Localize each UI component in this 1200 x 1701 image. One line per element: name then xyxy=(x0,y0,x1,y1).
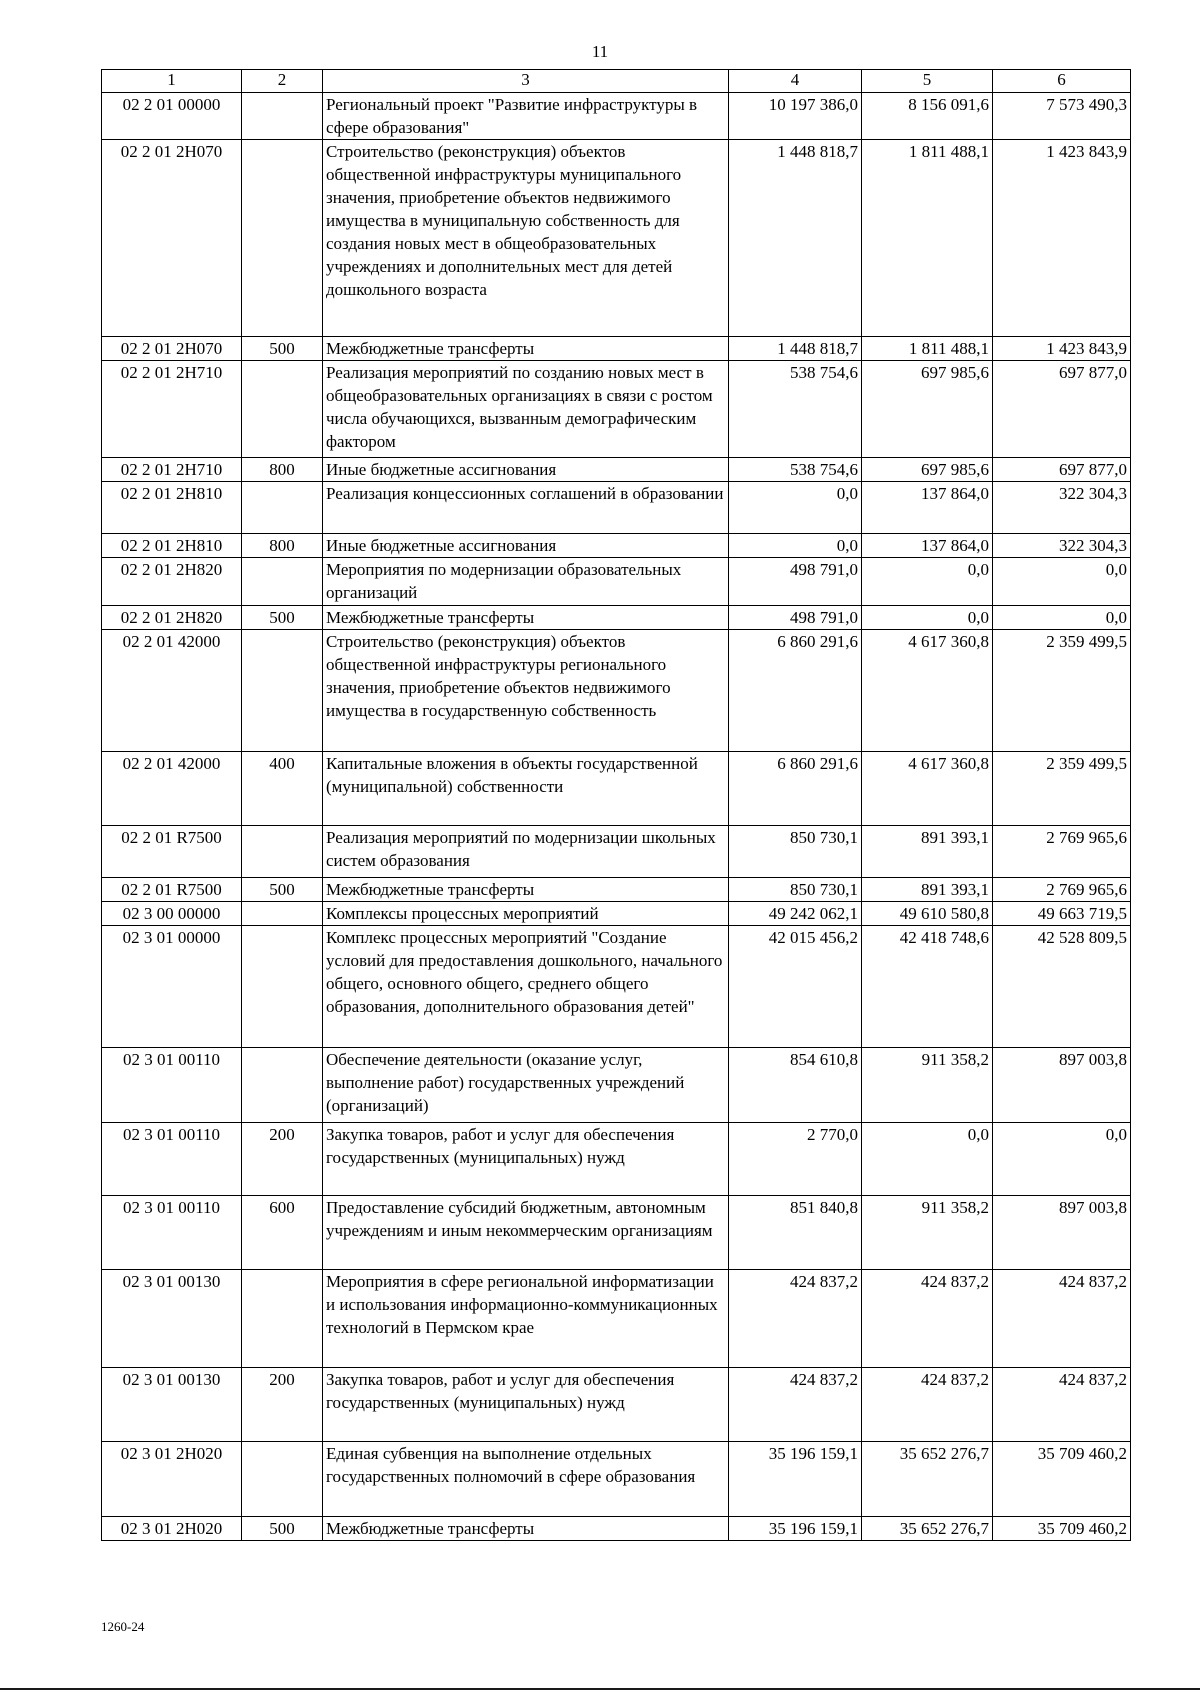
cell-amount-year-3: 7 573 490,3 xyxy=(993,93,1131,140)
cell-name: Мероприятия по модернизации образовательных организаций xyxy=(323,558,729,606)
table-row xyxy=(102,361,1131,458)
cell-amount-year-1: 498 791,0 xyxy=(729,558,862,606)
cell-name: Мероприятия в сфере региональной информатизации и использования информационно-коммуникационных технологий в Пермском крае xyxy=(323,1270,729,1368)
table-row xyxy=(102,93,1131,140)
cell-code: 02 2 01 42000 xyxy=(102,752,242,826)
cell-amount-year-2: 911 358,2 xyxy=(862,1048,993,1123)
cell-expense-type xyxy=(242,1048,323,1123)
cell-name: Единая субвенция на выполнение отдельных государственных полномочий в сфере образования xyxy=(323,1442,729,1517)
col-header-name: 3 xyxy=(323,70,729,93)
cell-amount-year-1: 851 840,8 xyxy=(729,1196,862,1270)
cell-expense-type: 500 xyxy=(242,606,323,630)
table-row xyxy=(102,878,1131,902)
cell-code: 02 2 01 2Н810 xyxy=(102,482,242,534)
cell-amount-year-2: 424 837,2 xyxy=(862,1368,993,1442)
cell-amount-year-2: 697 985,6 xyxy=(862,458,993,482)
cell-code: 02 3 01 00110 xyxy=(102,1123,242,1196)
cell-name: Капитальные вложения в объекты государственной (муниципальной) собственности xyxy=(323,752,729,826)
cell-amount-year-2: 1 811 488,1 xyxy=(862,140,993,337)
cell-name: Иные бюджетные ассигнования xyxy=(323,534,729,558)
cell-expense-type xyxy=(242,926,323,1048)
page-number: 11 xyxy=(591,42,609,61)
cell-amount-year-3: 0,0 xyxy=(993,1123,1131,1196)
cell-amount-year-1: 6 860 291,6 xyxy=(729,752,862,826)
cell-amount-year-1: 424 837,2 xyxy=(729,1368,862,1442)
cell-name: Строительство (реконструкция) объектов общественной инфраструктуры регионального значения, приобретение объектов недвижимого имущества в государственную собственность xyxy=(323,630,729,752)
cell-amount-year-2: 911 358,2 xyxy=(862,1196,993,1270)
table-row xyxy=(102,1442,1131,1517)
cell-expense-type xyxy=(242,482,323,534)
cell-amount-year-3: 424 837,2 xyxy=(993,1368,1131,1442)
cell-amount-year-1: 0,0 xyxy=(729,482,862,534)
cell-name: Комплекс процессных мероприятий "Создание условий для предоставления дошкольного, начального общего, основного общего, среднего общего образования, дополнительного образования детей" xyxy=(323,926,729,1048)
cell-expense-type: 200 xyxy=(242,1368,323,1442)
table-row xyxy=(102,534,1131,558)
cell-expense-type: 500 xyxy=(242,878,323,902)
cell-expense-type: 500 xyxy=(242,337,323,361)
table-row xyxy=(102,1368,1131,1442)
cell-amount-year-2: 891 393,1 xyxy=(862,878,993,902)
cell-amount-year-2: 49 610 580,8 xyxy=(862,902,993,926)
cell-amount-year-1: 1 448 818,7 xyxy=(729,337,862,361)
cell-amount-year-3: 897 003,8 xyxy=(993,1196,1131,1270)
cell-code: 02 2 01 2Н820 xyxy=(102,606,242,630)
cell-amount-year-2: 0,0 xyxy=(862,1123,993,1196)
cell-code: 02 2 01 42000 xyxy=(102,630,242,752)
cell-amount-year-1: 2 770,0 xyxy=(729,1123,862,1196)
cell-amount-year-3: 1 423 843,9 xyxy=(993,337,1131,361)
cell-code: 02 3 01 2Н020 xyxy=(102,1517,242,1541)
table-row xyxy=(102,140,1131,337)
cell-name: Реализация концессионных соглашений в образовании xyxy=(323,482,729,534)
cell-code: 02 3 01 00130 xyxy=(102,1368,242,1442)
table-row xyxy=(102,1196,1131,1270)
cell-expense-type: 200 xyxy=(242,1123,323,1196)
cell-amount-year-3: 322 304,3 xyxy=(993,534,1131,558)
cell-amount-year-1: 42 015 456,2 xyxy=(729,926,862,1048)
cell-amount-year-3: 42 528 809,5 xyxy=(993,926,1131,1048)
cell-amount-year-1: 854 610,8 xyxy=(729,1048,862,1123)
cell-amount-year-1: 35 196 159,1 xyxy=(729,1442,862,1517)
cell-code: 02 2 01 2Н810 xyxy=(102,534,242,558)
cell-name: Межбюджетные трансферты xyxy=(323,878,729,902)
cell-amount-year-2: 0,0 xyxy=(862,606,993,630)
cell-amount-year-3: 0,0 xyxy=(993,606,1131,630)
cell-amount-year-3: 697 877,0 xyxy=(993,458,1131,482)
cell-amount-year-1: 1 448 818,7 xyxy=(729,140,862,337)
cell-name: Межбюджетные трансферты xyxy=(323,606,729,630)
cell-code: 02 3 01 00110 xyxy=(102,1048,242,1123)
cell-expense-type xyxy=(242,902,323,926)
cell-amount-year-1: 850 730,1 xyxy=(729,878,862,902)
cell-code: 02 2 01 2Н710 xyxy=(102,458,242,482)
cell-expense-type: 800 xyxy=(242,534,323,558)
cell-amount-year-2: 1 811 488,1 xyxy=(862,337,993,361)
cell-code: 02 2 01 R7500 xyxy=(102,826,242,878)
cell-name: Иные бюджетные ассигнования xyxy=(323,458,729,482)
cell-amount-year-2: 4 617 360,8 xyxy=(862,630,993,752)
table-row xyxy=(102,558,1131,606)
cell-name: Строительство (реконструкция) объектов общественной инфраструктуры муниципального значения, приобретение объектов недвижимого имущества в муниципальную собственность для создания новых мест в общеобразовательных учреждениях и дополнительных мест для детей дошкольного возраста xyxy=(323,140,729,337)
table-row xyxy=(102,482,1131,534)
cell-amount-year-3: 322 304,3 xyxy=(993,482,1131,534)
cell-amount-year-1: 498 791,0 xyxy=(729,606,862,630)
cell-amount-year-2: 4 617 360,8 xyxy=(862,752,993,826)
col-header-year-1: 4 xyxy=(729,70,862,93)
cell-amount-year-3: 35 709 460,2 xyxy=(993,1442,1131,1517)
cell-name: Региональный проект "Развитие инфраструктуры в сфере образования" xyxy=(323,93,729,140)
col-header-year-3: 6 xyxy=(993,70,1131,93)
table-body xyxy=(102,93,1131,1541)
cell-amount-year-1: 49 242 062,1 xyxy=(729,902,862,926)
cell-amount-year-2: 8 156 091,6 xyxy=(862,93,993,140)
cell-code: 02 3 01 00130 xyxy=(102,1270,242,1368)
col-header-code: 1 xyxy=(102,70,242,93)
cell-expense-type: 400 xyxy=(242,752,323,826)
cell-amount-year-1: 10 197 386,0 xyxy=(729,93,862,140)
cell-code: 02 2 01 00000 xyxy=(102,93,242,140)
cell-code: 02 2 01 2Н710 xyxy=(102,361,242,458)
cell-amount-year-3: 697 877,0 xyxy=(993,361,1131,458)
cell-amount-year-1: 850 730,1 xyxy=(729,826,862,878)
budget-table xyxy=(101,69,1131,1541)
cell-name: Реализация мероприятий по модернизации школьных систем образования xyxy=(323,826,729,878)
cell-amount-year-3: 35 709 460,2 xyxy=(993,1517,1131,1541)
cell-name: Закупка товаров, работ и услуг для обеспечения государственных (муниципальных) нужд xyxy=(323,1368,729,1442)
table-row xyxy=(102,630,1131,752)
cell-expense-type xyxy=(242,1270,323,1368)
cell-code: 02 3 00 00000 xyxy=(102,902,242,926)
cell-amount-year-2: 42 418 748,6 xyxy=(862,926,993,1048)
cell-expense-type xyxy=(242,630,323,752)
cell-code: 02 2 01 R7500 xyxy=(102,878,242,902)
table-row xyxy=(102,826,1131,878)
cell-amount-year-2: 697 985,6 xyxy=(862,361,993,458)
cell-amount-year-1: 0,0 xyxy=(729,534,862,558)
cell-amount-year-2: 137 864,0 xyxy=(862,534,993,558)
cell-amount-year-1: 538 754,6 xyxy=(729,458,862,482)
cell-expense-type: 800 xyxy=(242,458,323,482)
col-header-type: 2 xyxy=(242,70,323,93)
cell-expense-type xyxy=(242,361,323,458)
cell-amount-year-3: 2 359 499,5 xyxy=(993,630,1131,752)
cell-name: Реализация мероприятий по созданию новых мест в общеобразовательных организациях в связи с ростом числа обучающихся, вызванным демографическим фактором xyxy=(323,361,729,458)
table-row xyxy=(102,606,1131,630)
table-row xyxy=(102,902,1131,926)
cell-code: 02 2 01 2Н820 xyxy=(102,558,242,606)
cell-amount-year-3: 897 003,8 xyxy=(993,1048,1131,1123)
cell-amount-year-1: 538 754,6 xyxy=(729,361,862,458)
cell-amount-year-2: 137 864,0 xyxy=(862,482,993,534)
cell-expense-type: 500 xyxy=(242,1517,323,1541)
cell-amount-year-3: 2 769 965,6 xyxy=(993,826,1131,878)
cell-expense-type xyxy=(242,558,323,606)
page-edge-line xyxy=(0,1688,1200,1690)
header-row xyxy=(102,70,1131,93)
cell-amount-year-1: 424 837,2 xyxy=(729,1270,862,1368)
document-code: 1260-24 xyxy=(101,1619,145,1634)
table-row xyxy=(102,1270,1131,1368)
cell-amount-year-2: 35 652 276,7 xyxy=(862,1517,993,1541)
cell-expense-type xyxy=(242,140,323,337)
cell-amount-year-3: 0,0 xyxy=(993,558,1131,606)
cell-code: 02 3 01 00000 xyxy=(102,926,242,1048)
cell-amount-year-2: 424 837,2 xyxy=(862,1270,993,1368)
cell-amount-year-2: 891 393,1 xyxy=(862,826,993,878)
table-row xyxy=(102,1048,1131,1123)
cell-amount-year-3: 2 359 499,5 xyxy=(993,752,1131,826)
cell-code: 02 2 01 2Н070 xyxy=(102,337,242,361)
cell-amount-year-1: 6 860 291,6 xyxy=(729,630,862,752)
cell-name: Предоставление субсидий бюджетным, автономным учреждениям и иным некоммерческим организациям xyxy=(323,1196,729,1270)
cell-expense-type xyxy=(242,1442,323,1517)
cell-name: Межбюджетные трансферты xyxy=(323,337,729,361)
table-row xyxy=(102,337,1131,361)
cell-code: 02 3 01 2Н020 xyxy=(102,1442,242,1517)
cell-expense-type xyxy=(242,826,323,878)
cell-amount-year-3: 424 837,2 xyxy=(993,1270,1131,1368)
table-row xyxy=(102,1123,1131,1196)
col-header-year-2: 5 xyxy=(862,70,993,93)
table-row xyxy=(102,458,1131,482)
cell-amount-year-3: 2 769 965,6 xyxy=(993,878,1131,902)
table-row xyxy=(102,926,1131,1048)
cell-name: Обеспечение деятельности (оказание услуг, выполнение работ) государственных учреждений (организаций) xyxy=(323,1048,729,1123)
cell-amount-year-3: 49 663 719,5 xyxy=(993,902,1131,926)
cell-expense-type: 600 xyxy=(242,1196,323,1270)
cell-name: Закупка товаров, работ и услуг для обеспечения государственных (муниципальных) нужд xyxy=(323,1123,729,1196)
table-row xyxy=(102,1517,1131,1541)
cell-code: 02 3 01 00110 xyxy=(102,1196,242,1270)
cell-expense-type xyxy=(242,93,323,140)
cell-name: Межбюджетные трансферты xyxy=(323,1517,729,1541)
cell-amount-year-2: 0,0 xyxy=(862,558,993,606)
cell-amount-year-1: 35 196 159,1 xyxy=(729,1517,862,1541)
table-row xyxy=(102,752,1131,826)
cell-name: Комплексы процессных мероприятий xyxy=(323,902,729,926)
cell-code: 02 2 01 2Н070 xyxy=(102,140,242,337)
cell-amount-year-2: 35 652 276,7 xyxy=(862,1442,993,1517)
cell-amount-year-3: 1 423 843,9 xyxy=(993,140,1131,337)
